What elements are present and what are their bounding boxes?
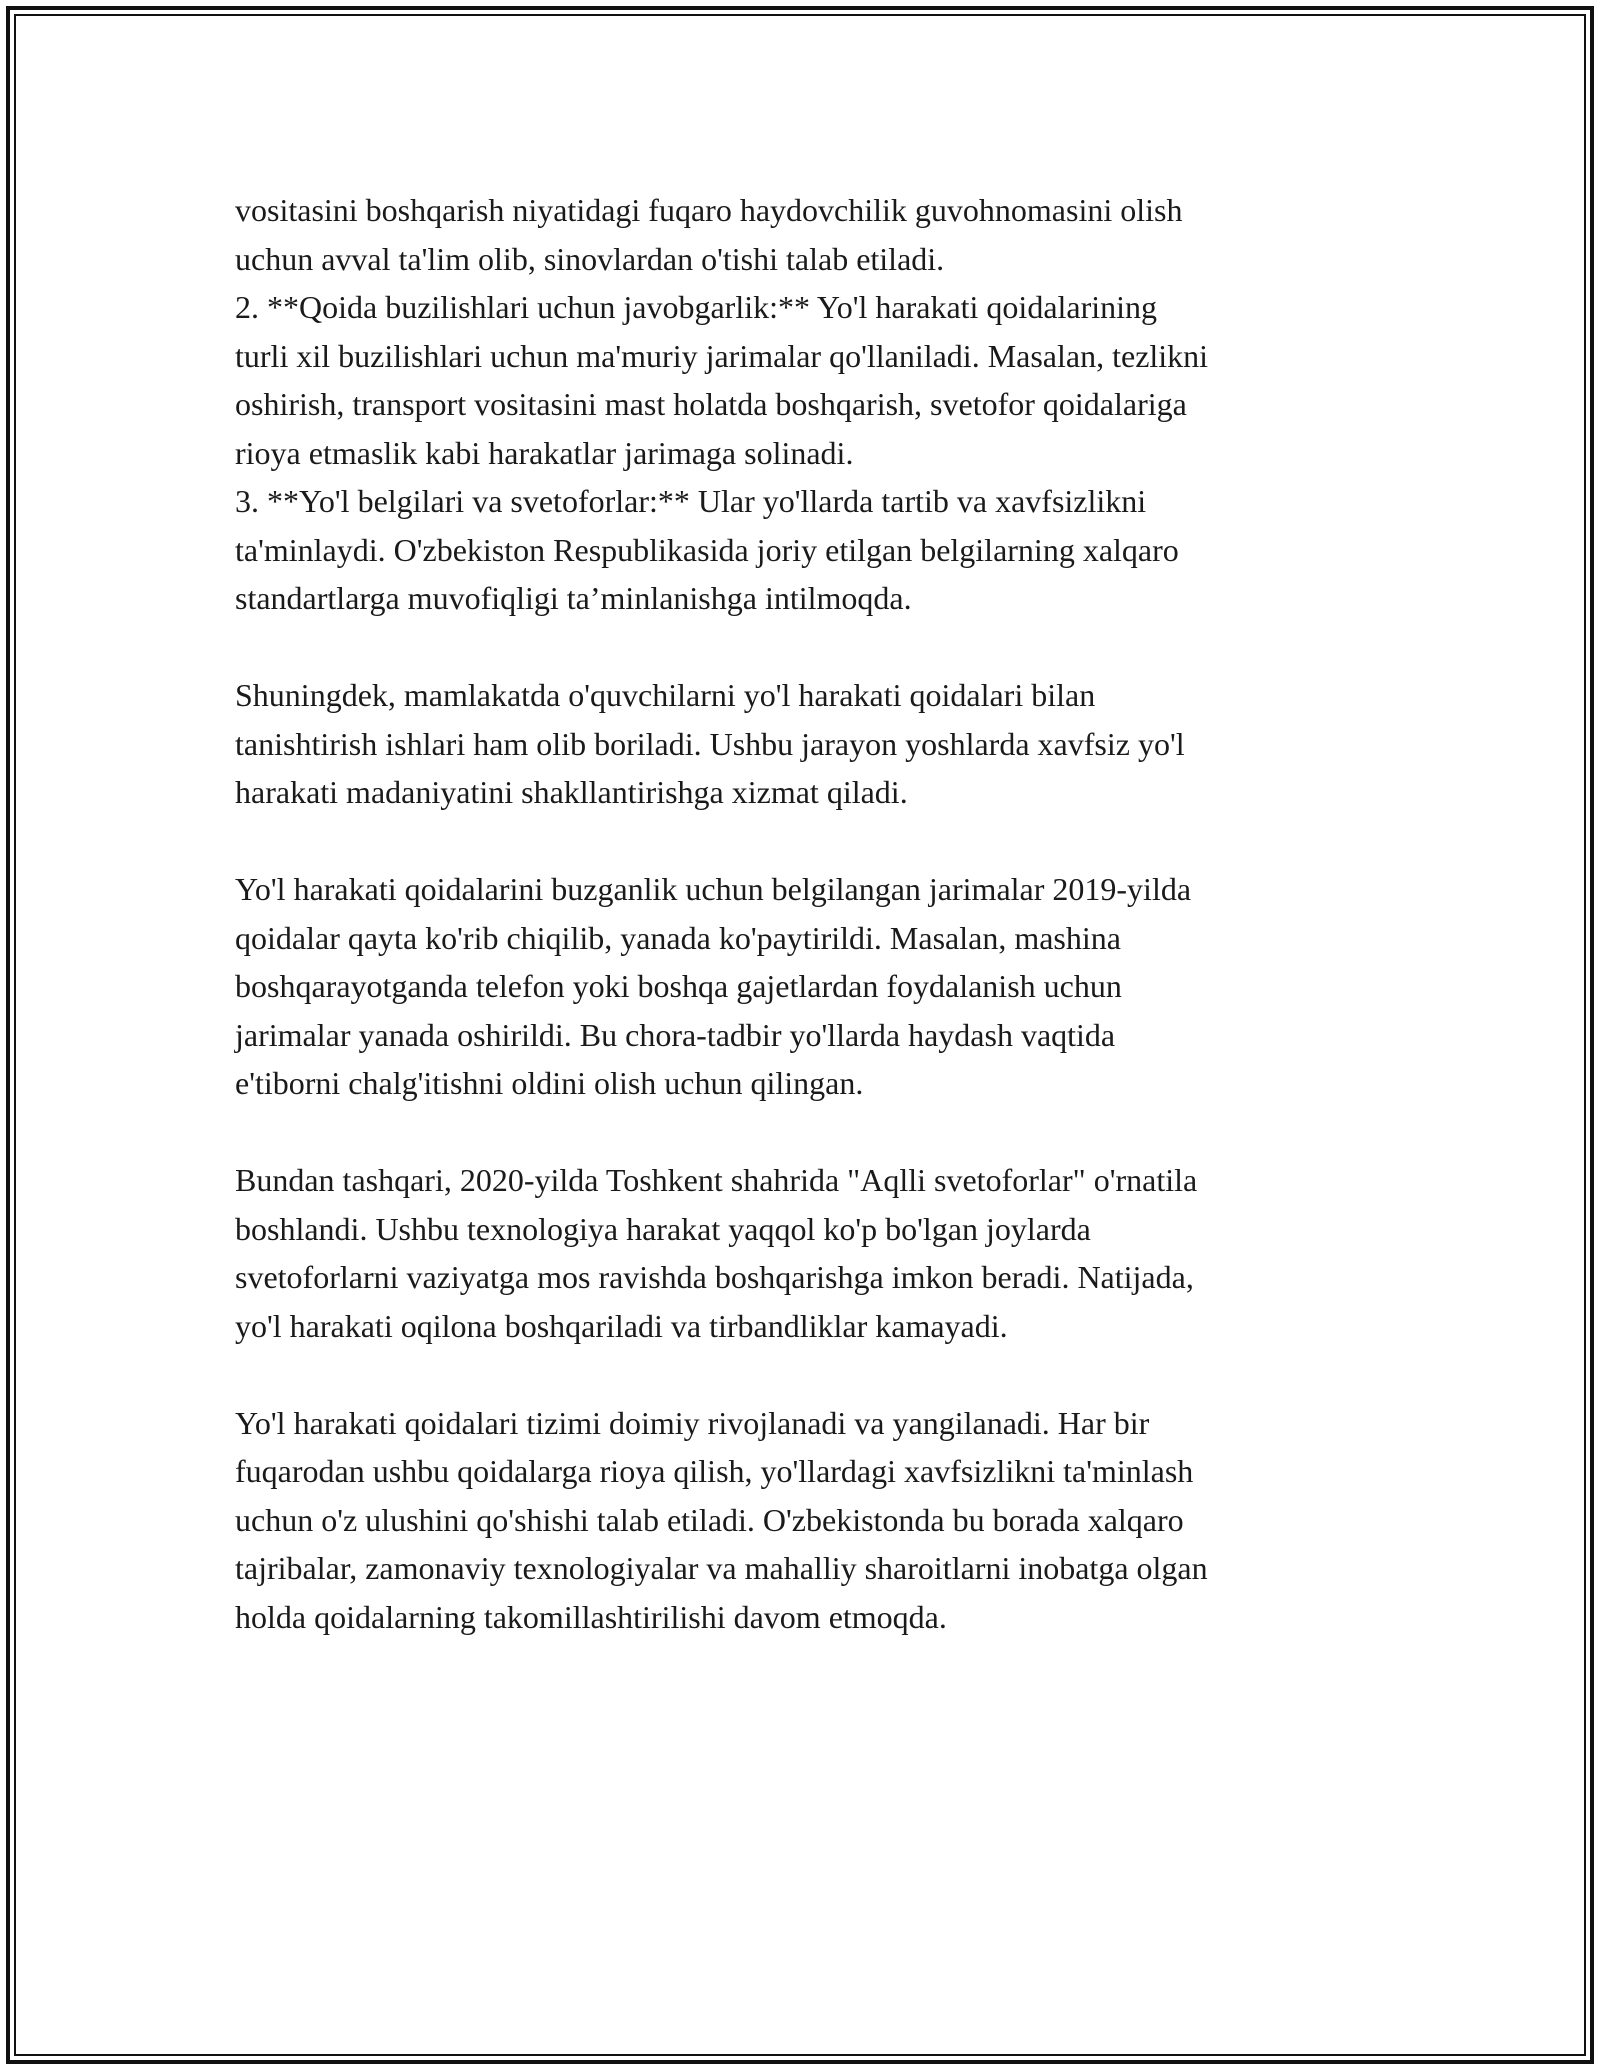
paragraph-fines-2019: Yo'l harakati qoidalarini buzganlik uchun belgilangan jarimalar 2019-yilda qoidalar qayta ko'rib chiqilib, yanada ko'paytirildi. Masalan, mashina boshqarayotganda telefon yoki boshqa gajetlardan foydalanish uchun jarimalar yanada oshirildi. Bu chora-tadbir yo'llarda haydash vaqtida e'tiborni chalg'itishni oldini olish uchun qilingan. — [235, 871, 1192, 1101]
paragraph-rules-list: vositasini boshqarish niyatidagi fuqaro haydovchilik guvohnomasini olish uchun avval ta'lim olib, sinovlardan o'tishi talab etiladi. 2. **Qoida buzilishlari uchun javobgarlik:** Yo'l harakati qoidalarining turli xil buzilishlari uchun ma'muriy jarimalar qo'llaniladi. Masalan, tezlikni oshirish, transport vositasini mast holatda boshqarish, svetofor qoidalariga rioya etmaslik kabi harakatlar jarimaga solinadi. 3. **Yo'l belgilari va svetoforlar:** Ular yo'llarda tartib va xavfsizlikni ta'minlaydi. O'zbekiston Respublikasida joriy etilgan belgilarning xalqaro standartlarga muvofiqligi ta’minlanishga intilmoqda. — [235, 192, 1209, 616]
paragraph-education: Shuningdek, mamlakatda o'quvchilarni yo'l harakati qoidalari bilan tanishtirish ishlari ham olib boriladi. Ushbu jarayon yoshlarda xavfsiz yo'l harakati madaniyatini shakllantirishga xizmat qiladi. — [235, 677, 1185, 810]
document-body — [235, 186, 1375, 1641]
paragraph-smart-traffic-lights: Bundan tashqari, 2020-yilda Toshkent shahrida "Aqlli svetoforlar" o'rnatila boshlandi. Ushbu texnologiya harakat yaqqol ko'p bo'lgan joylarda svetoforlarni vaziyatga mos ravishda boshqarishga imkon beradi. Natijada, yo'l harakati oqilona boshqariladi va tirbandliklar kamayadi. — [235, 1162, 1198, 1344]
paragraph-conclusion: Yo'l harakati qoidalari tizimi doimiy rivojlanadi va yangilanadi. Har bir fuqarodan ushbu qoidalarga rioya qilish, yo'llardagi xavfsizlikni ta'minlash uchun o'z ulushini qo'shishi talab etiladi. O'zbekistonda bu borada xalqaro tajribalar, zamonaviy texnologiyalar va mahalliy sharoitlarni inobatga olgan holda qoidalarning takomillashtirilishi davom etmoqda. — [235, 1404, 1208, 1635]
